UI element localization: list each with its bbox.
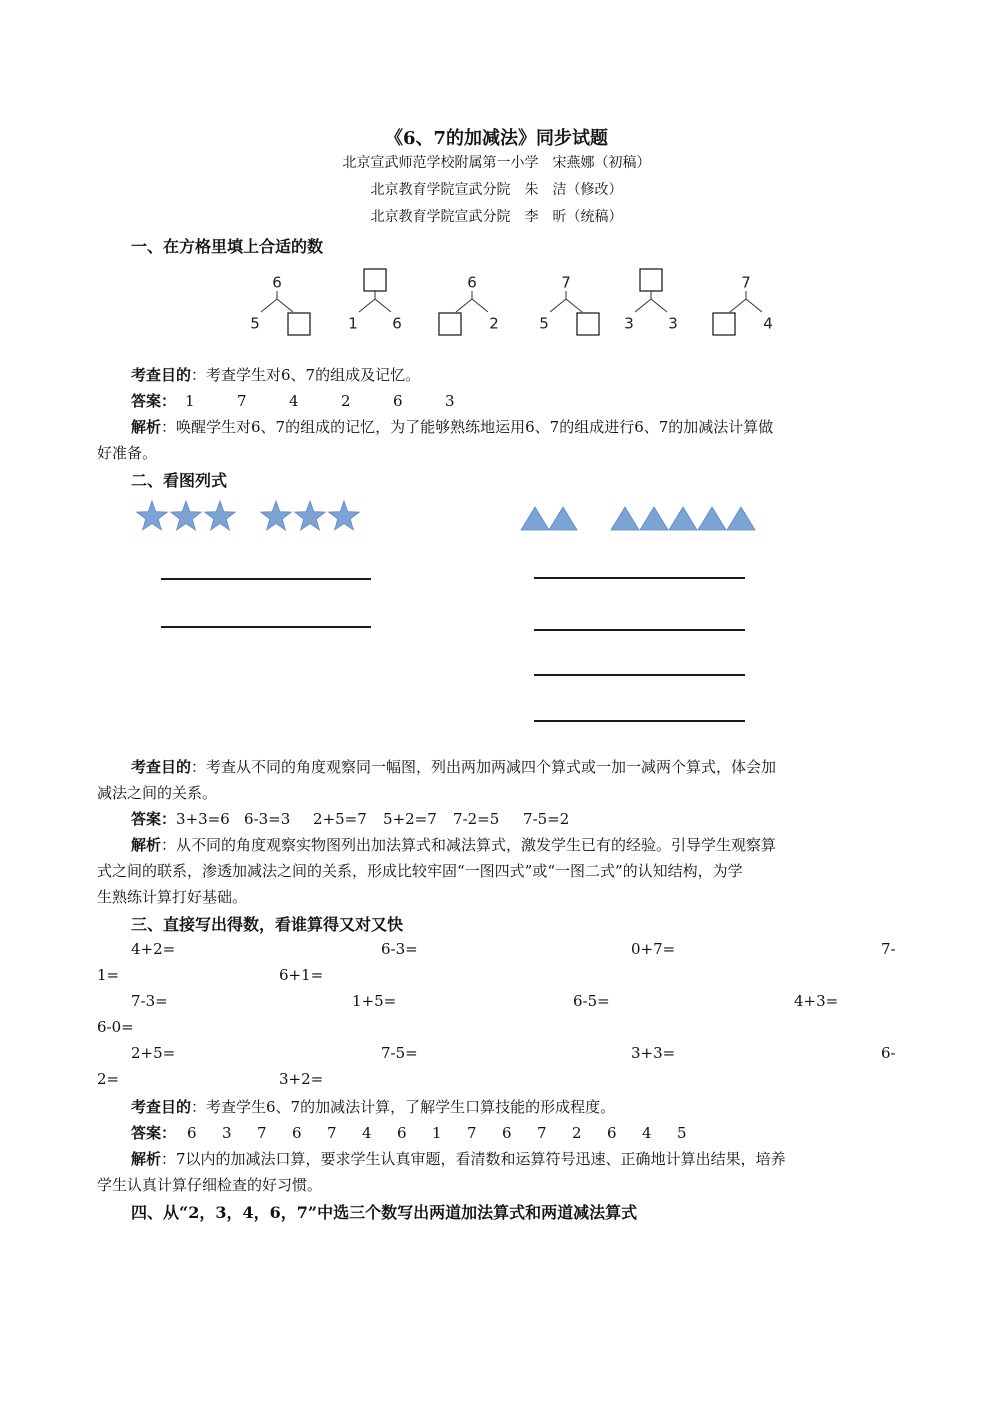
answer-10: 6 bbox=[502, 1124, 512, 1142]
answer-label: 答案： bbox=[131, 392, 177, 410]
answer-3: 4 bbox=[289, 392, 299, 410]
answer-2: 7 bbox=[237, 392, 247, 410]
credit-line-2: 北京教育学院宣武分院 朱 洁（修改） bbox=[370, 182, 623, 198]
question-10: 6-0= bbox=[97, 1018, 134, 1036]
answer-2: 6-3=3 bbox=[244, 810, 291, 828]
tree-left-number: 3 bbox=[624, 314, 634, 333]
triangle-icon bbox=[727, 507, 755, 530]
section-2-analysis-cont-2: 生熟练计算打好基础。 bbox=[97, 888, 248, 906]
analysis-text-1: ：唤醒学生对6、7的组成的记忆，为了能够熟练地运用6、7的组成进行6、7的加减法计算做 bbox=[161, 418, 774, 436]
tree-right-number: 2 bbox=[489, 314, 499, 333]
section-3-heading: 三、直接写出得数，看谁算得又对又快 bbox=[131, 915, 404, 934]
triangle-icon bbox=[698, 507, 726, 530]
answer-9: 7 bbox=[467, 1124, 477, 1142]
tree-right-number: 3 bbox=[668, 314, 678, 333]
section-3-purpose bbox=[131, 1096, 615, 1117]
section-2-purpose bbox=[131, 756, 776, 777]
answer-5: 7-2=5 bbox=[453, 810, 500, 828]
answer-line-left-2[interactable] bbox=[161, 626, 371, 628]
section-2-answer bbox=[131, 808, 569, 829]
answer-4: 2 bbox=[341, 392, 351, 410]
analysis-text-1: ：7以内的加减法口算，要求学生认真审题，看清数和运算符号迅速、正确地计算出结果，培养 bbox=[161, 1150, 786, 1168]
answer-14: 4 bbox=[642, 1124, 652, 1142]
page-title: 《6、7的加减法》同步试题 bbox=[384, 128, 609, 149]
tree-left-number: 5 bbox=[539, 314, 549, 333]
tree-top-number: 7 bbox=[741, 273, 751, 292]
question-13: 3+3= bbox=[631, 1044, 676, 1062]
section-4-heading: 四、从“2，3，4，6，7”中选三个数写出两道加法算式和两道减法算式 bbox=[131, 1203, 638, 1222]
purpose-label: 考查目的 bbox=[131, 366, 192, 384]
star-group bbox=[137, 501, 359, 530]
section-3-answer bbox=[131, 1122, 712, 1143]
question-8: 6-5= bbox=[573, 992, 610, 1010]
answer-line-right-2[interactable] bbox=[534, 629, 745, 631]
answer-3: 2+5=7 bbox=[313, 810, 367, 828]
question-9: 4+3= bbox=[794, 992, 839, 1010]
star-icon bbox=[329, 501, 359, 530]
answer-3: 7 bbox=[257, 1124, 267, 1142]
question-1: 4+2= bbox=[131, 940, 176, 958]
answer-6: 4 bbox=[362, 1124, 372, 1142]
question-3: 0+7= bbox=[631, 940, 676, 958]
answer-11: 7 bbox=[537, 1124, 547, 1142]
answer-line-right-3[interactable] bbox=[534, 674, 745, 676]
question-14: 6- bbox=[881, 1044, 896, 1062]
answer-4: 5+2=7 bbox=[383, 810, 437, 828]
section-2-analysis bbox=[131, 834, 776, 855]
answer-1: 6 bbox=[187, 1124, 197, 1142]
tree-left-number: 5 bbox=[250, 314, 260, 333]
credit-line-1: 北京宣武师范学校附属第一小学 宋燕娜（初稿） bbox=[342, 155, 651, 171]
purpose-text-1: ：考查从不同的角度观察同一幅图，列出两加两减四个算式或一加一减两个算式，体会加 bbox=[191, 758, 777, 776]
purpose-text: ：考查学生对6、7的组成及记忆。 bbox=[191, 366, 421, 384]
section-3-analysis-cont: 学生认真计算仔细检查的好习惯。 bbox=[97, 1176, 323, 1194]
star-icon bbox=[137, 501, 167, 530]
analysis-label: 解析 bbox=[131, 1150, 162, 1168]
section-1-analysis-cont: 好准备。 bbox=[97, 444, 158, 462]
answer-6: 3 bbox=[445, 392, 455, 410]
question-11: 2+5= bbox=[131, 1044, 176, 1062]
question-15: 3+2= bbox=[279, 1070, 324, 1088]
section-2-purpose-cont: 减法之间的关系。 bbox=[97, 784, 218, 802]
tree-top-number: 6 bbox=[467, 273, 477, 292]
section-3-analysis bbox=[131, 1148, 786, 1169]
tree-right-number: 6 bbox=[392, 314, 402, 333]
question-14-cont: 2= bbox=[97, 1070, 120, 1088]
purpose-text: ：考查学生6、7的加减法计算，了解学生口算技能的形成程度。 bbox=[191, 1098, 616, 1116]
triangle-icon bbox=[611, 507, 639, 530]
answer-12: 2 bbox=[572, 1124, 582, 1142]
question-5: 6+1= bbox=[279, 966, 324, 984]
answer-15: 5 bbox=[677, 1124, 687, 1142]
answer-8: 1 bbox=[432, 1124, 442, 1142]
section-1-heading: 一、在方格里填上合适的数 bbox=[131, 237, 324, 256]
answer-label: 答案： bbox=[131, 1124, 177, 1142]
question-6: 7-3= bbox=[131, 992, 168, 1010]
triangle-group bbox=[521, 507, 755, 530]
answer-1: 3+3=6 bbox=[176, 810, 230, 828]
purpose-label: 考查目的 bbox=[131, 1098, 192, 1116]
star-icon bbox=[171, 501, 201, 530]
question-12: 7-5= bbox=[381, 1044, 418, 1062]
answer-13: 6 bbox=[607, 1124, 617, 1142]
tree-right-number: 4 bbox=[763, 314, 773, 333]
answer-label: 答案： bbox=[131, 810, 177, 828]
question-4-cont: 1= bbox=[97, 966, 120, 984]
answer-7: 6 bbox=[397, 1124, 407, 1142]
question-4: 7- bbox=[881, 940, 896, 958]
answer-4: 6 bbox=[292, 1124, 302, 1142]
triangle-icon bbox=[521, 507, 549, 530]
answer-1: 1 bbox=[185, 392, 195, 410]
star-icon bbox=[205, 501, 235, 530]
analysis-label: 解析 bbox=[131, 418, 162, 436]
answer-5: 7 bbox=[327, 1124, 337, 1142]
star-icon bbox=[295, 501, 325, 530]
credit-line-3: 北京教育学院宣武分院 李 昕（统稿） bbox=[370, 209, 623, 225]
purpose-label: 考查目的 bbox=[131, 758, 192, 776]
triangle-icon bbox=[669, 507, 697, 530]
analysis-label: 解析 bbox=[131, 836, 162, 854]
tree-top-number: 6 bbox=[272, 273, 282, 292]
answer-6: 7-5=2 bbox=[523, 810, 570, 828]
analysis-text-1: ：从不同的角度观察实物图列出加法算式和减法算式，激发学生已有的经验。引导学生观察算 bbox=[161, 836, 777, 854]
tree-top-number: 7 bbox=[561, 273, 571, 292]
answer-line-left-1[interactable] bbox=[161, 578, 371, 580]
triangle-icon bbox=[549, 507, 577, 530]
section-2-analysis-cont-1: 式之间的联系，渗透加减法之间的关系，形成比较牢固“一图四式”或“一图二式”的认知结构，为学 bbox=[97, 862, 743, 880]
answer-line-right-4[interactable] bbox=[534, 720, 745, 722]
answer-5: 6 bbox=[393, 392, 403, 410]
tree-left-number: 1 bbox=[348, 314, 358, 333]
answer-2: 3 bbox=[222, 1124, 232, 1142]
answer-line-right-1[interactable] bbox=[534, 577, 745, 579]
section-2-heading: 二、看图列式 bbox=[131, 471, 228, 490]
question-2: 6-3= bbox=[381, 940, 418, 958]
star-icon bbox=[261, 501, 291, 530]
triangle-icon bbox=[640, 507, 668, 530]
question-7: 1+5= bbox=[352, 992, 397, 1010]
